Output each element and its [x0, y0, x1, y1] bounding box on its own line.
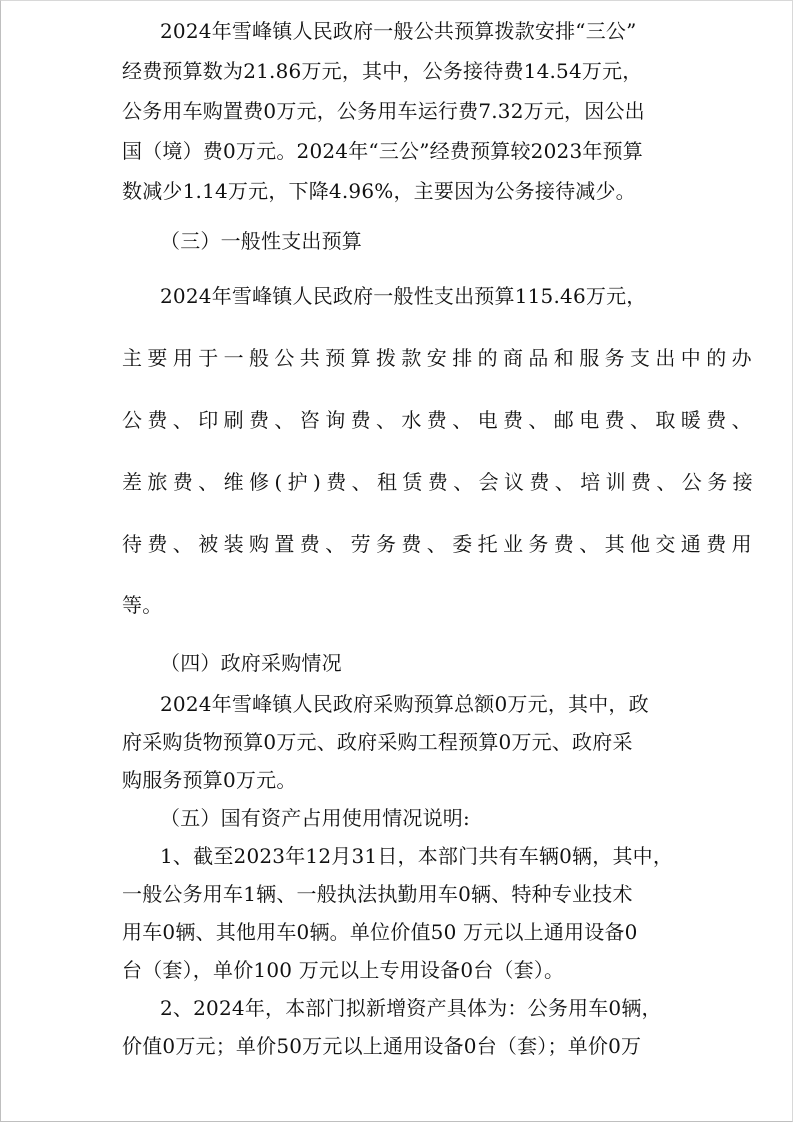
paragraph-general-line: 待费、被装购置费、劳务费、委托业务费、其他交通费用	[122, 532, 757, 556]
paragraph-procurement-line: 2024年雪峰镇人民政府采购预算总额0万元，其中，政	[160, 692, 649, 716]
paragraph-assets-1-line: 1、截至2023年12月31日，本部门共有车辆0辆，其中，	[160, 844, 674, 868]
paragraph-assets-1-line: 用车0辆、其他用车0辆。单位价值50 万元以上通用设备0	[122, 920, 638, 944]
paragraph-assets-2-line: 2、2024年，本部门拟新增资产具体为：公务用车0辆，	[160, 996, 662, 1020]
paragraph-assets-1-line: 台（套），单价100 万元以上专用设备0台（套）。	[122, 958, 565, 982]
paragraph-sangong-line: 数减少1.14万元，下降4.96%，主要因为公务接待减少。	[122, 179, 636, 203]
paragraph-general-line: 差旅费、维修(护)费、租赁费、会议费、培训费、公务接	[122, 470, 759, 494]
section-heading-general-expenditure: （三）一般性支出预算	[160, 229, 362, 253]
paragraph-sangong-line: 公务用车购置费0万元，公务用车运行费7.32万元，因公出	[122, 99, 645, 123]
paragraph-procurement-line: 购服务预算0万元。	[122, 768, 297, 792]
paragraph-sangong-line: 国（境）费0万元。2024年“三公”经费预算较2023年预算	[122, 139, 643, 163]
paragraph-general-line: 等。	[122, 593, 163, 617]
section-heading-assets: （五）国有资产占用使用情况说明:	[160, 806, 470, 830]
paragraph-procurement-line: 府采购货物预算0万元、政府采购工程预算0万元、政府采	[122, 730, 633, 754]
paragraph-sangong-line: 经费预算数为21.86万元，其中，公务接待费14.54万元，	[122, 59, 643, 83]
paragraph-sangong-line: 2024年雪峰镇人民政府一般公共预算拨款安排“三公”	[160, 19, 637, 43]
paragraph-general-line: 主要用于一般公共预算拨款安排的商品和服务支出中的办	[122, 346, 757, 370]
paragraph-general-line: 2024年雪峰镇人民政府一般性支出预算115.46万元，	[160, 284, 647, 308]
paragraph-assets-1-line: 一般公务用车1辆、一般执法执勤用车0辆、特种专业技术	[122, 882, 633, 906]
paragraph-assets-2-line: 价值0万元；单价50万元以上通用设备0台（套）；单价0万	[122, 1034, 642, 1058]
section-heading-procurement: （四）政府采购情况	[160, 651, 342, 675]
paragraph-general-line: 公费、印刷费、咨询费、水费、电费、邮电费、取暖费、	[122, 408, 757, 432]
